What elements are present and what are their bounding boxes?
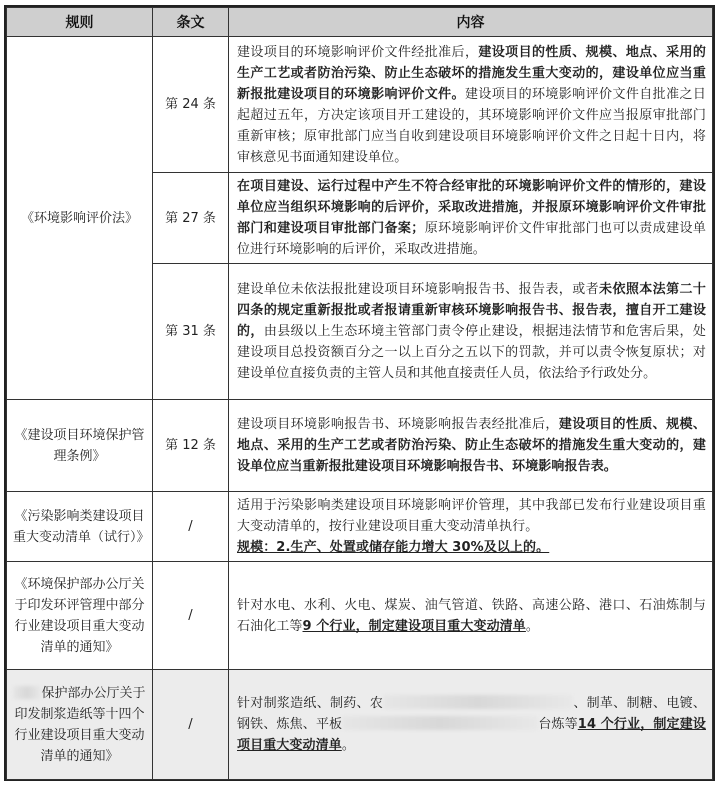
rule-cell: 保护部办公厅关于印发制浆造纸等十四个行业建设项目重大变动清单的通知》 [7, 670, 153, 780]
header-rule: 规则 [7, 8, 153, 37]
table-row [7, 562, 713, 670]
redacted-blur [342, 716, 538, 730]
content-cell: 在项目建设、运行过程中产生不符合经审批的环境影响评价文件的情形的，建设单位应当组织环境影响的后评价，采取改进措施，并报原环境影响评价文件审批部门和建设项目审批部门备案；原环境影响评价文件审批部门也可以责成建设单位进行环境影响的后评价，采取改进措施。 [229, 173, 713, 264]
content-cell: 建设项目的环境影响评价文件经批准后，建设项目的性质、规模、地点、采用的生产工艺或者防治污染、防止生态破坏的措施发生重大变动的，建设单位应当重新报批建设项目的环境影响评价文件。建设项目的环境影响评价文件自批准之日起超过五年，方决定该项目开工建设的，其环境影响评价文件应当报原审批部门重新审核；原审批部门应当自收到建设项目环境影响评价文件之日起十日内，将审核意见书面通知建设单位。 [229, 37, 713, 173]
header-content: 内容 [229, 8, 713, 37]
regulation-table [4, 5, 715, 781]
rule-cell: 《环境保护部办公厅关于印发环评管理中部分行业建设项目重大变动清单的通知》 [7, 562, 153, 670]
content-cell: 针对水电、水利、火电、煤炭、油气管道、铁路、高速公路、港口、石油炼制与石油化工等9 个行业，制定建设项目重大变动清单。 [229, 562, 713, 670]
redacted-blur [383, 695, 573, 709]
content-cell: 针对制浆造纸、制药、农 、制革、制糖、电镀、钢铁、炼焦、平板 台炼等14 个行业，制定建设项目重大变动清单。 [229, 670, 713, 780]
redacted-blur [13, 686, 41, 699]
clause-cell: 第 24 条 [153, 37, 229, 173]
table-row [7, 670, 713, 780]
content-cell: 建设项目环境影响报告书、环境影响报告表经批准后，建设项目的性质、规模、地点、采用的生产工艺或者防治污染、防止生态破坏的措施发生重大变动的，建设单位应当重新报批建设项目环境影响报告书、环境影响报告表。 [229, 400, 713, 492]
clause-cell: / [153, 492, 229, 562]
table-row [7, 37, 713, 173]
content-cell: 适用于污染影响类建设项目环境影响评价管理，其中我部已发布行业建设项目重大变动清单的，按行业建设项目重大变动清单执行。 规模：2.生产、处置或储存能力增大 30%及以上的。 [229, 492, 713, 562]
clause-cell: 第 27 条 [153, 173, 229, 264]
content-cell: 建设单位未依法报批建设项目环境影响报告书、报告表，或者未依照本法第二十四条的规定重新报批或者报请重新审核环境影响报告书、报告表，擅自开工建设的，由县级以上生态环境主管部门责令停止建设，根据违法情节和危害后果，处建设项目总投资额百分之一以上百分之五以下的罚款，并可以责令恢复原状；对建设单位直接负责的主管人员和其他直接责任人员，依法给予行政处分。 [229, 264, 713, 400]
table-row [7, 492, 713, 562]
rule-cell: 《环境影响评价法》 [7, 37, 153, 400]
table-row [7, 400, 713, 492]
table-header-row [7, 8, 713, 37]
rule-cell: 《污染影响类建设项目重大变动清单（试行）》 [7, 492, 153, 562]
clause-cell: 第 31 条 [153, 264, 229, 400]
rule-cell: 《建设项目环境保护管理条例》 [7, 400, 153, 492]
header-clause: 条文 [153, 8, 229, 37]
clause-cell: 第 12 条 [153, 400, 229, 492]
clause-cell: / [153, 562, 229, 670]
clause-cell: / [153, 670, 229, 780]
